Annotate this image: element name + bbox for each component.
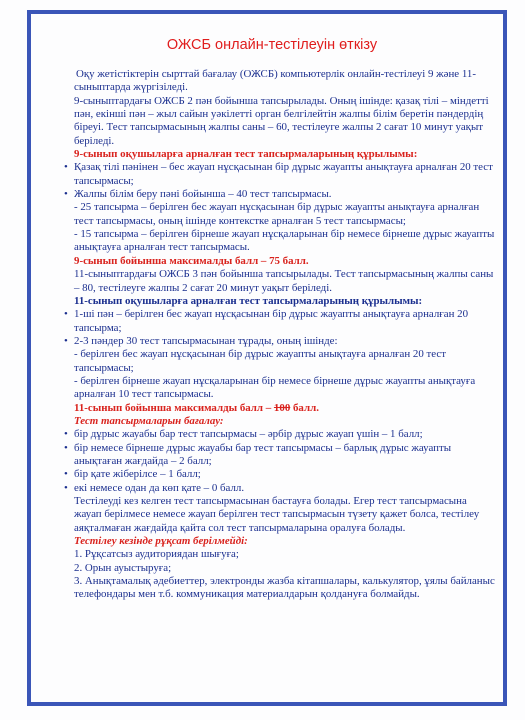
grade11-sub-item-1: - берілген бес жауап нұсқасынан бір дұрыс жауапты анықтауға арналған 20 тест тапсырмасы; bbox=[74, 348, 446, 374]
testing-start-paragraph: Тестілеуді кез келген тест тапсырмасынан бастауға болады. Егер тест тапсырмасына жауап берілмесе немесе жауап берілген тест тапсырмасын түзету қажет болса, тестілеу аяқталмаған жағдайда қайта сол тест тапсырмаларына оралуға болады. bbox=[74, 495, 480, 534]
intro-paragraph: Оқу жетістіктерін сырттай бағалау (ОЖСБ) компьютерлік онлайн-тестілеуі 9 және 11-сыныптарда жүргізіледі. bbox=[74, 68, 476, 94]
grade9-sub-item-2: - 15 тапсырма – берілген бірнеше жауап нұсқаларынан бір немесе бірнеше дұрыс жауапты анықтауға арналған тест тапсырмасы. bbox=[74, 228, 495, 254]
page-title: ОЖСБ онлайн-тестілеуін өткізу bbox=[166, 37, 378, 53]
forbidden-item-2: 2. Орын ауыстыруға; bbox=[74, 561, 172, 574]
grade9-sub-item-1: - 25 тапсырма – берілген бес жауап нұсқасынан бір дұрыс жауапты анықтауға арналған тест тапсырмасы, оның ішінде контекстке арналған 5 тест тапсырмасы; bbox=[74, 201, 480, 227]
grade9-structure-list bbox=[74, 161, 496, 201]
list-item: • 2-3 пәндер 30 тест тапсырмасынан тұрады, оның ішінде: bbox=[64, 335, 496, 348]
forbidden-item-1: 1. Рұқсатсыз аудиториядан шығуға; bbox=[74, 548, 239, 561]
grade9-structure-heading: 9-сынып оқушыларға арналған тест тапсырмаларының құрылымы: bbox=[74, 148, 418, 161]
grade11-structure-list bbox=[74, 308, 496, 348]
document-body bbox=[74, 68, 496, 602]
list-item: • Қазақ тілі пәнінен – бес жауап нұсқасынан бір дұрыс жауапты анықтауға арналған 20 тест тапсырмасы; bbox=[64, 161, 496, 188]
list-item: • екі немесе одан да көп қате – 0 балл. bbox=[64, 482, 496, 495]
grade9-max-score: 9-сынып бойынша максималды балл – 75 балл. bbox=[74, 254, 309, 267]
grade11-structure-heading: 11-сынып оқушыларға арналған тест тапсырмаларының құрылымы: bbox=[74, 294, 423, 307]
grading-heading: Тест тапсырмаларын бағалау: bbox=[74, 414, 224, 427]
list-item: • бір қате жіберілсе – 1 балл; bbox=[64, 468, 496, 481]
grade11-sub-item-2: - берілген бірнеше жауап нұсқаларынан бір немесе бірнеше дұрыс жауапты анықтауға арналған 10 тест тапсырмасы. bbox=[74, 374, 476, 401]
grade11-max-value: 100 bbox=[273, 401, 291, 414]
grade11-info-paragraph: 11-сыныптардағы ОЖСБ 3 пән бойынша тапсырылады. Тест тапсырмасының жалпы саны – 80, тестілеуге жалпы 2 сағат 20 минут уақыт беріледі. bbox=[74, 268, 494, 294]
grade11-max-prefix: 11-сынып бойынша максималды балл – bbox=[74, 401, 274, 414]
list-item: • бір дұрыс жауабы бар тест тапсырмасы – әрбір дұрыс жауап үшін – 1 балл; bbox=[64, 428, 496, 441]
grading-list bbox=[74, 428, 496, 495]
forbidden-item-3: 3. Анықтамалық әдебиеттер, электронды жазба кітапшалары, калькулятор, ұялы байланыс телефондары мен т.б. коммуникация материалдарын қолдануға болмайды. bbox=[74, 575, 495, 601]
list-item: • бір немесе бірнеше дұрыс жауабы бар тест тапсырмасы – барлық дұрыс жауапты анықтаған жағдайда – 2 балл; bbox=[64, 442, 496, 469]
grade11-max-score bbox=[74, 402, 496, 415]
grade11-max-suffix: балл. bbox=[290, 401, 319, 414]
grade9-info-paragraph: 9-сыныптардағы ОЖСБ 2 пән бойынша тапсырылады. Оның ішінде: қазақ тілі – міндетті пән, екінші пән – жыл сайын уәкілетті орган белгілейтін жалпы білім беретін пәндердің біреуі. Тест тапсырмасының жалпы саны – 60, тестілеуге жалпы 2 сағат 10 минут уақыт беріледі. bbox=[74, 94, 489, 147]
list-item: • 1-ші пән – берілген бес жауап нұсқасынан бір дұрыс жауапты анықтауға арналған 20 тапсырма; bbox=[64, 308, 496, 335]
list-item: • Жалпы білім беру пәні бойынша – 40 тест тапсырмасы. bbox=[64, 188, 496, 201]
forbidden-heading: Тестілеу кезінде рұқсат берілмейді: bbox=[74, 535, 248, 548]
